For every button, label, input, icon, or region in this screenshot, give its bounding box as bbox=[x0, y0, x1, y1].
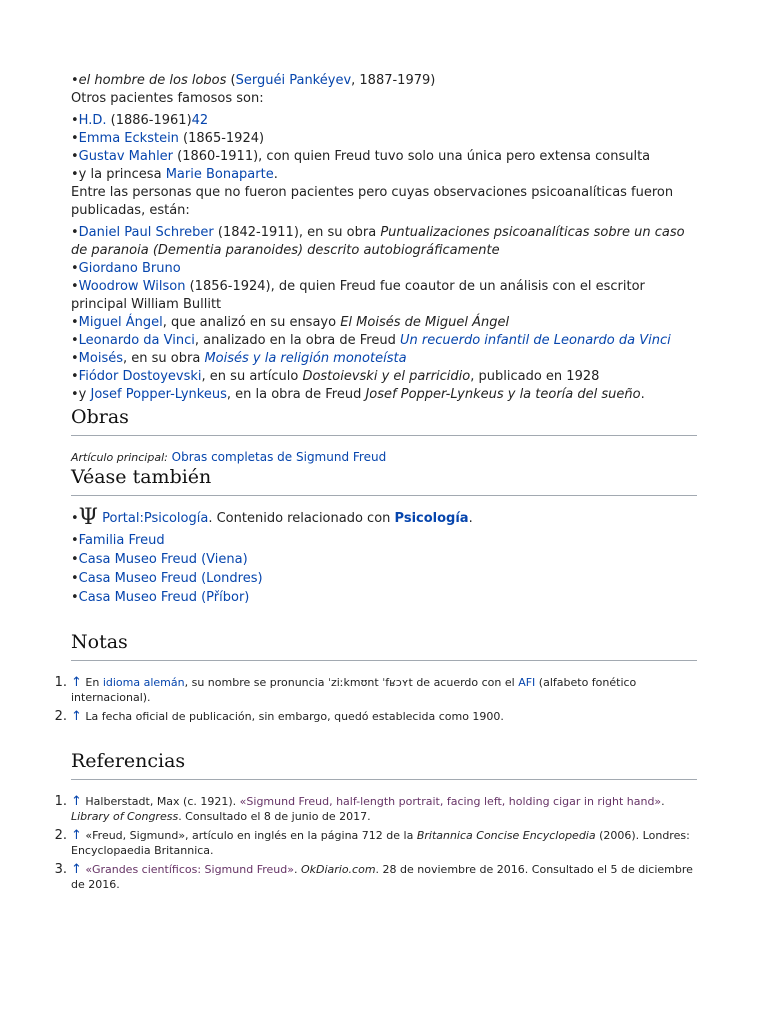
list-item bbox=[71, 72, 697, 90]
link-idioma-aleman[interactable]: idioma alemán bbox=[102, 676, 185, 689]
bullet: • bbox=[71, 571, 79, 586]
link-dostoyevski[interactable]: Fiódor Dostoyevski bbox=[78, 369, 202, 384]
list-item bbox=[71, 278, 697, 314]
note-number: 2. bbox=[54, 709, 67, 724]
list-item bbox=[71, 112, 697, 130]
bullet: • bbox=[71, 369, 79, 384]
references-list bbox=[54, 794, 697, 892]
reference-number: 2. bbox=[54, 828, 67, 843]
section-heading-referencias: Referencias bbox=[71, 748, 697, 780]
note-item bbox=[54, 675, 697, 705]
bullet: • bbox=[71, 315, 79, 330]
text: , publicado en 1928 bbox=[470, 369, 600, 384]
reference-link[interactable]: 42 bbox=[191, 113, 209, 128]
reference-number: 3. bbox=[54, 862, 67, 877]
intro-famous-patients: Otros pacientes famosos son: bbox=[71, 91, 264, 106]
note-item bbox=[54, 709, 697, 724]
backlink-up-icon[interactable]: ↑ bbox=[71, 794, 82, 809]
bullet: • bbox=[71, 552, 79, 567]
link-casa-museo-londres[interactable]: Casa Museo Freud (Londres) bbox=[78, 571, 263, 586]
link-moises-religion[interactable] bbox=[204, 351, 406, 366]
psi-icon: Ψ bbox=[78, 505, 98, 530]
link-miguel-angel[interactable]: Miguel Ángel bbox=[78, 315, 163, 330]
text: y la princesa bbox=[78, 167, 166, 182]
text: . bbox=[273, 167, 278, 182]
reference-item bbox=[54, 794, 697, 824]
list-item bbox=[71, 532, 697, 550]
link-portal-psicologia[interactable]: Portal:Psicología bbox=[102, 511, 209, 526]
list-item bbox=[71, 224, 697, 260]
text: (2006). Londres: Encyclopaedia Britannica. bbox=[71, 829, 690, 857]
backlink-up-icon[interactable]: ↑ bbox=[71, 675, 82, 690]
link-psicologia[interactable]: Psicología bbox=[394, 511, 469, 526]
list-item bbox=[71, 589, 697, 607]
reference-item bbox=[54, 828, 697, 858]
text: , 1887-1979) bbox=[351, 73, 436, 88]
section-heading-notas: Notas bbox=[71, 629, 697, 661]
text: , en su obra bbox=[123, 351, 205, 366]
note-number: 1. bbox=[54, 675, 67, 690]
text: . bbox=[293, 863, 301, 876]
work-title: El Moisés de Miguel Ángel bbox=[340, 315, 510, 330]
text: ( bbox=[226, 73, 236, 88]
bullet: • bbox=[71, 113, 79, 128]
list-item bbox=[71, 386, 697, 404]
text: . Consultado el 8 de junio de 2017. bbox=[178, 810, 371, 823]
list-item bbox=[71, 166, 697, 184]
link-okdiario[interactable]: «Grandes científicos: Sigmund Freud» bbox=[85, 863, 294, 876]
text: (alfabeto fonético internacional). bbox=[71, 676, 637, 704]
text: . Contenido relacionado con bbox=[208, 511, 395, 526]
work-title: Dostoievski y el parricidio bbox=[302, 369, 471, 384]
backlink-up-icon[interactable]: ↑ bbox=[71, 862, 82, 877]
link-eckstein[interactable]: Emma Eckstein bbox=[78, 131, 179, 146]
text: , su nombre se pronuncia ˈziːkmʊnt ˈfʁɔʏt de acuerdo con el bbox=[184, 676, 519, 689]
publication: OkDiario.com bbox=[300, 863, 376, 876]
reference-number: 1. bbox=[54, 794, 67, 809]
text: , que analizó en su ensayo bbox=[162, 315, 341, 330]
text: (1865-1924) bbox=[178, 131, 265, 146]
link-obras-completas[interactable]: Obras completas de Sigmund Freud bbox=[171, 450, 387, 464]
notes-list bbox=[54, 675, 697, 724]
section-heading-obras: Obras bbox=[71, 404, 697, 436]
bullet: • bbox=[71, 149, 79, 164]
hatnote-label: Artículo principal: bbox=[71, 451, 168, 464]
text: (1856-1924), de quien Freud fue coautor de un análisis con el escritor principal William Bullitt bbox=[71, 279, 645, 312]
work-title: Moisés y la religión monoteísta bbox=[204, 351, 407, 366]
bullet: • bbox=[71, 73, 79, 88]
work-title: Josef Popper-Lynkeus y la teoría del sueño bbox=[365, 387, 641, 402]
link-bonaparte[interactable]: Marie Bonaparte bbox=[165, 167, 274, 182]
section-heading-vease: Véase también bbox=[71, 464, 697, 496]
text: (1860-1911), con quien Freud tuvo solo una única pero extensa consulta bbox=[173, 149, 651, 164]
bullet: • bbox=[71, 261, 79, 276]
link-wilson[interactable]: Woodrow Wilson bbox=[78, 279, 186, 294]
bullet: • bbox=[71, 333, 79, 348]
case-name: el hombre de los lobos bbox=[78, 73, 227, 88]
list-item bbox=[71, 350, 697, 368]
link-loc-portrait[interactable]: «Sigmund Freud, half-length portrait, facing left, holding cigar in right hand» bbox=[239, 795, 662, 808]
publisher: Library of Congress bbox=[71, 810, 179, 823]
link-schreber[interactable]: Daniel Paul Schreber bbox=[78, 225, 214, 240]
list-item bbox=[71, 551, 697, 569]
link-familia-freud[interactable]: Familia Freud bbox=[78, 533, 165, 548]
text: , en su artículo bbox=[201, 369, 303, 384]
text: En bbox=[81, 676, 103, 689]
article-content bbox=[54, 72, 697, 896]
link-bruno[interactable]: Giordano Bruno bbox=[78, 261, 181, 276]
list-item bbox=[71, 148, 697, 166]
backlink-up-icon[interactable]: ↑ bbox=[71, 709, 82, 724]
list-item bbox=[71, 570, 697, 588]
bullet: • bbox=[71, 351, 79, 366]
link-mahler[interactable]: Gustav Mahler bbox=[78, 149, 174, 164]
list-item bbox=[71, 368, 697, 386]
link-moises[interactable]: Moisés bbox=[78, 351, 123, 366]
reference-item bbox=[54, 862, 697, 892]
work-title: Un recuerdo infantil de Leonardo da Vinci bbox=[400, 333, 671, 348]
list-item bbox=[71, 332, 697, 350]
text: y bbox=[78, 387, 91, 402]
text: , en la obra de Freud bbox=[226, 387, 366, 402]
bullet: • bbox=[71, 590, 79, 605]
text: «Freud, Sigmund», artículo en inglés en la página 712 de la bbox=[81, 829, 417, 842]
link-casa-museo-viena[interactable]: Casa Museo Freud (Viena) bbox=[78, 552, 248, 567]
text: (1886-1961) bbox=[106, 113, 192, 128]
bullet: • bbox=[71, 279, 79, 294]
bullet: • bbox=[71, 167, 79, 182]
text: . bbox=[468, 511, 473, 526]
bullet: • bbox=[71, 511, 79, 526]
link-casa-museo-pribor[interactable]: Casa Museo Freud (Příbor) bbox=[78, 590, 250, 605]
work-title: Puntualizaciones psicoanalíticas sobre un caso de paranoia (Dementia paranoides) descrito autobiográficamente bbox=[71, 225, 685, 258]
link-pankeyev[interactable]: Serguéi Pankéyev bbox=[235, 73, 352, 88]
bullet: • bbox=[71, 131, 79, 146]
text: La fecha oficial de publicación, sin embargo, quedó establecida como 1900. bbox=[81, 710, 504, 723]
list-item bbox=[71, 506, 697, 531]
list-item bbox=[71, 260, 697, 278]
bullet: • bbox=[71, 387, 79, 402]
link-afi[interactable]: AFI bbox=[518, 676, 536, 689]
publication: Britannica Concise Encyclopedia bbox=[416, 829, 596, 842]
link-leonardo[interactable]: Leonardo da Vinci bbox=[78, 333, 195, 348]
link-recuerdo-infantil[interactable] bbox=[400, 333, 671, 348]
text: Halberstadt, Max (c. 1921). bbox=[81, 795, 240, 808]
text: , analizado en la obra de Freud bbox=[194, 333, 400, 348]
text: . bbox=[640, 387, 645, 402]
backlink-up-icon[interactable]: ↑ bbox=[71, 828, 82, 843]
intro-other-persons: Entre las personas que no fueron pacientes pero cuyas observaciones psicoanalíticas fueron publicadas, están: bbox=[71, 185, 674, 218]
bullet: • bbox=[71, 533, 79, 548]
bullet: • bbox=[71, 225, 79, 240]
text: . 28 de noviembre de 2016. Consultado el 5 de diciembre de 2016. bbox=[71, 863, 693, 891]
link-hd[interactable]: H.D. bbox=[78, 113, 107, 128]
link-popper-lynkeus[interactable]: Josef Popper-Lynkeus bbox=[90, 387, 227, 402]
list-item bbox=[71, 314, 697, 332]
text: (1842-1911), en su obra bbox=[213, 225, 381, 240]
text: . bbox=[661, 795, 665, 808]
hatnote bbox=[71, 450, 697, 464]
list-item bbox=[71, 130, 697, 148]
